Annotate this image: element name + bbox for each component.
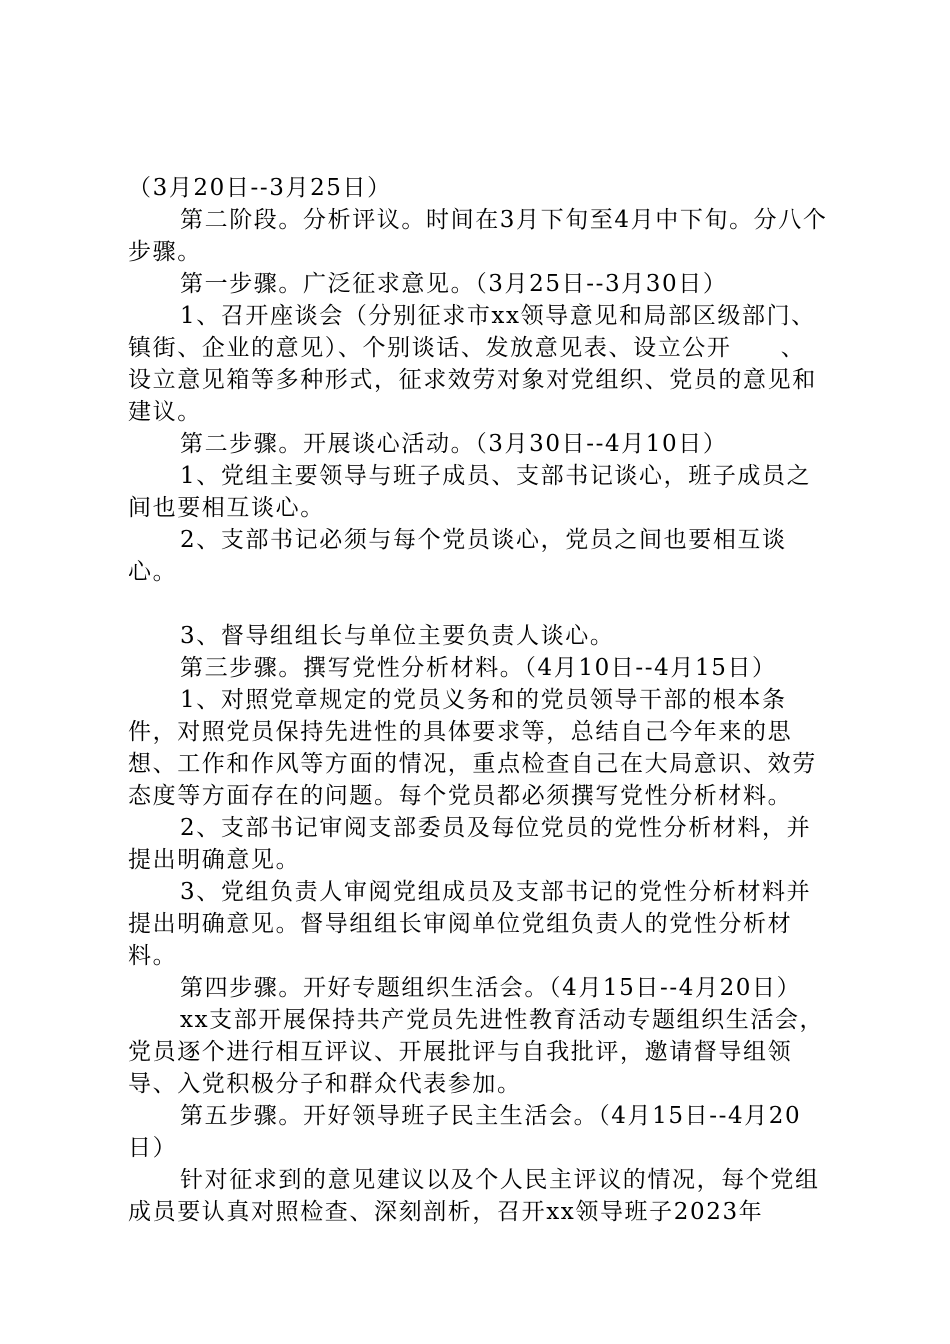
paragraph-step-one: 第一步骤。广泛征求意见。（3月25日--3月30日）	[180, 271, 728, 297]
paragraph-step-two: 第二步骤。开展谈心活动。（3月30日--4月10日）	[180, 431, 728, 457]
paragraph-date-range: （3月20日--3月25日）	[128, 175, 392, 201]
document-body	[128, 172, 828, 1228]
paragraph-step-four-body: xx支部开展保持共产党员先进性教育活动专题组织生活会，党员逐个进行相互评议、开展批评与自我批评，邀请督导组领导、入党积极分子和群众代表参加。	[128, 1007, 825, 1097]
paragraph-step-three: 第三步骤。撰写党性分析材料。（4月10日--4月15日）	[180, 655, 777, 681]
paragraph-step-two-item-2: 2、支部书记必须与每个党员谈心，党员之间也要相互谈心。	[128, 527, 787, 585]
paragraph-step-two-item-1: 1、党组主要领导与班子成员、支部书记谈心，班子成员之间也要相互谈心。	[128, 463, 812, 521]
paragraph-stage-two: 第二阶段。分析评议。时间在3月下旬至4月中下旬。分八个步骤。	[128, 207, 828, 265]
paragraph-step-five-body: 针对征求到的意见建议以及个人民主评议的情况，每个党组成员要认真对照检查、深刻剖析，召开xx领导班子2023年	[128, 1167, 820, 1225]
paragraph-step-four: 第四步骤。开好专题组织生活会。（4月15日--4月20日）	[180, 975, 802, 1001]
paragraph-step-three-item-2: 2、支部书记审阅支部委员及每位党员的党性分析材料，并提出明确意见。	[128, 815, 812, 873]
paragraph-step-three-item-1: 1、对照党章规定的党员义务和的党员领导干部的根本条件，对照党员保持先进性的具体要求等，总结自己今年来的思想、工作和作风等方面的情况，重点检查自己在大局意识、效劳态度等方面存在的问题。每个党员都必须撰写党性分析材料。	[128, 687, 817, 809]
paragraph-step-two-item-3: 3、督导组组长与单位主要负责人谈心。	[180, 623, 615, 649]
paragraph-step-three-item-3: 3、党组负责人审阅党组成员及支部书记的党性分析材料并提出明确意见。督导组组长审阅单位党组负责人的党性分析材料。	[128, 879, 812, 969]
paragraph-step-one-item-1: 1、召开座谈会（分别征求市xx领导意见和局部区级部门、镇街、企业的意见）、个别谈话、发放意见表、设立公开 、设立意见箱等多种形式，征求效劳对象对党组织、党员的意见和建议。	[128, 303, 817, 425]
paragraph-step-five: 第五步骤。开好领导班子民主生活会。（4月15日--4月20日）	[128, 1103, 802, 1161]
